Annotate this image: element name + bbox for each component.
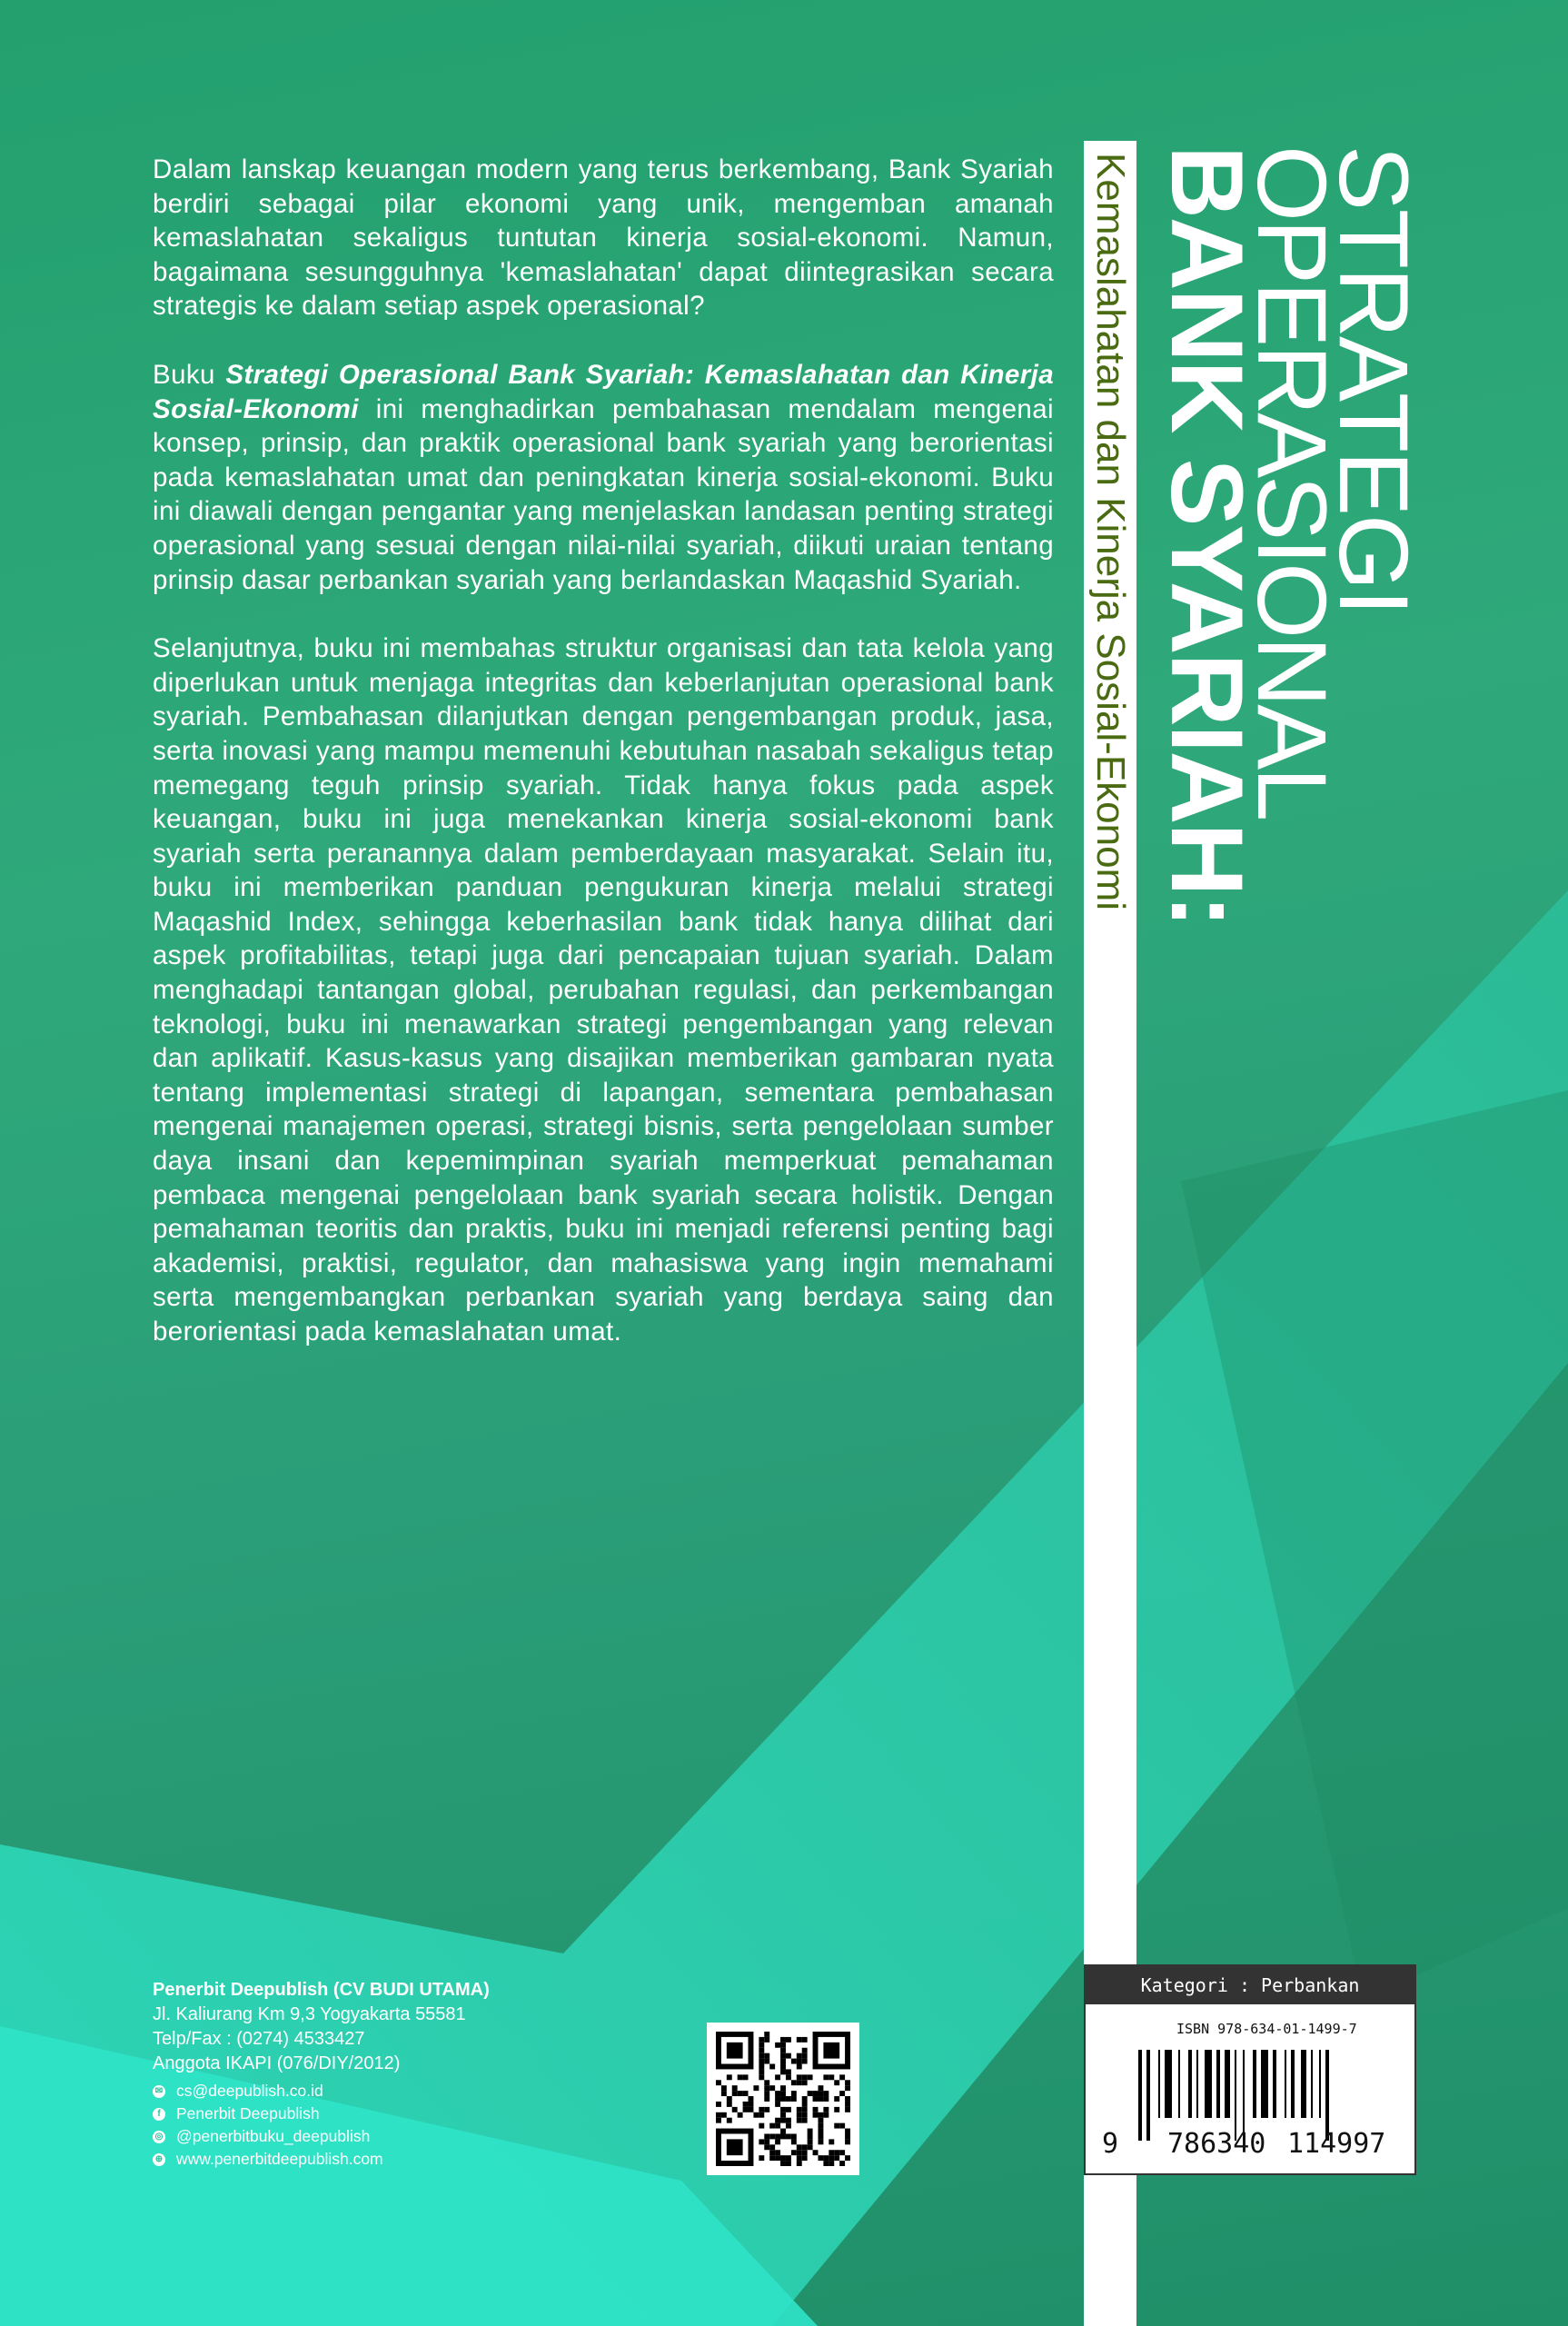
facebook-text: Penerbit Deepublish [176,2104,320,2122]
barcode-bars [1138,2050,1397,2141]
blurb [153,153,1054,1384]
social-email [153,2080,490,2102]
social-facebook [153,2102,490,2125]
globe-icon: ⊕ [153,2153,165,2166]
website-text: www.penerbitdeepublish.com [176,2150,383,2168]
text: Buku [153,359,226,390]
barcode-digits-left: 786340 [1167,2128,1266,2160]
publisher-phone: Telp/Fax : (0274) 4533427 [153,2029,365,2049]
blurb-paragraph-2 [153,358,1054,597]
blurb-paragraph-3: Selanjutnya, buku ini membahas struktur organisasi dan tata kelola yang diperlukan untuk menjaga integritas dan keberlanjutan operasional bank syariah. Pembahasan dilanjutkan dengan pengembangan produk, jasa, serta inovasi yang mampu memenuhi kebutuhan nasabah sekaligus tetap memegang teguh prinsip syariah. Tidak hanya fokus pada aspek keuangan, buku ini juga menekankan kinerja sosial-ekonomi bank syariah serta peranannya dalam pemberdayaan masyarakat. Selain itu, buku ini memberikan panduan pengukuran kinerja melalui strategi Maqashid Index, sehingga keberhasilan bank tidak hanya dilihat dari aspek profitabilitas, tetapi juga dari pencapaian tujuan syariah. Dalam menghadapi tantangan global, perubahan regulasi, dan perkembangan teknologi, buku ini menawarkan strategi pengembangan yang relevan dan aplikatif. Kasus-kasus yang disajikan memberikan gambaran nyata tentang implementasi strategi di lapangan, sementara pembahasan mengenai manajemen operasi, strategi bisnis, serta pengelolaan sumber daya insani dan kepemimpinan syariah memperkuat pemahaman pembaca mengenai pengelolaan bank syariah secara holistik. Dengan pemahaman teoritis dan praktis, buku ini menjadi referensi penting bagi akademisi, praktisi, regulator, dan mahasiswa yang ingin memahami serta mengembangkan perbankan syariah yang berdaya saing dan berorientasi pada kemaslahatan umat. [153,633,1054,1347]
title-line-3: BANK SYARIAH: [1150,145,1264,927]
social-instagram [153,2125,490,2148]
facebook-icon: f [153,2108,165,2121]
publisher-info [153,1978,490,2171]
publisher-ikapi: Anggota IKAPI (076/DIY/2012) [153,2053,401,2073]
book-title-inline: Strategi Operasional Bank Syariah: Kemaslahatan dan Kinerja Sosial-Ekonomi [153,359,1055,424]
instagram-icon: ◎ [153,2131,165,2143]
email-icon: ✉ [153,2085,165,2098]
title-line-1: STRATEGI [1319,145,1429,615]
email-text: cs@deepublish.co.id [176,2082,323,2100]
qr-code [707,2023,859,2175]
instagram-text: @penerbitbuku_deepublish [176,2127,371,2145]
isbn-text: ISBN 978-634-01-1499-7 [1176,2021,1357,2037]
subtitle: Kemaslahatan dan Kinerja Sosial-Ekonomi [1088,153,1133,911]
publisher-name: Penerbit Deepublish (CV BUDI UTAMA) [153,1980,490,2000]
text: ini menghadirkan pembahasan mendalam mengenai konsep, prinsip, dan praktik operasional bank syariah yang berorientasi pada kemaslahatan umat dan peningkatan kinerja sosial-ekonomi. Buku ini diawali dengan pengantar yang menjelaskan landasan penting strategi operasional yang sesuai dengan nilai-nilai syariah, diikuti uraian tentang prinsip dasar perbankan syariah yang berlandaskan Maqashid Syariah. [153,393,1054,595]
blurb-paragraph-1: Dalam lanskap keuangan modern yang terus berkembang, Bank Syariah berdiri sebagai pilar ekonomi yang unik, mengemban amanah kemaslahatan sekaligus tuntutan kinerja sosial-ekonomi. Namun, bagaimana sesungguhnya 'kemaslahatan' dapat diintegrasikan secara strategis ke dalam setiap aspek operasional? [153,154,1054,322]
category-label: Kategori : Perbankan [1086,1966,1414,2004]
barcode-digit-prefix: 9 [1102,2128,1119,2160]
barcode-digits-right: 114997 [1287,2128,1386,2160]
barcode-box [1084,1964,1416,2175]
social-website [153,2148,490,2171]
qr-code-pattern [716,2032,850,2166]
title-line-2: OPERASIONAL [1237,145,1347,820]
publisher-address: Jl. Kaliurang Km 9,3 Yogyakarta 55581 [153,2004,466,2024]
